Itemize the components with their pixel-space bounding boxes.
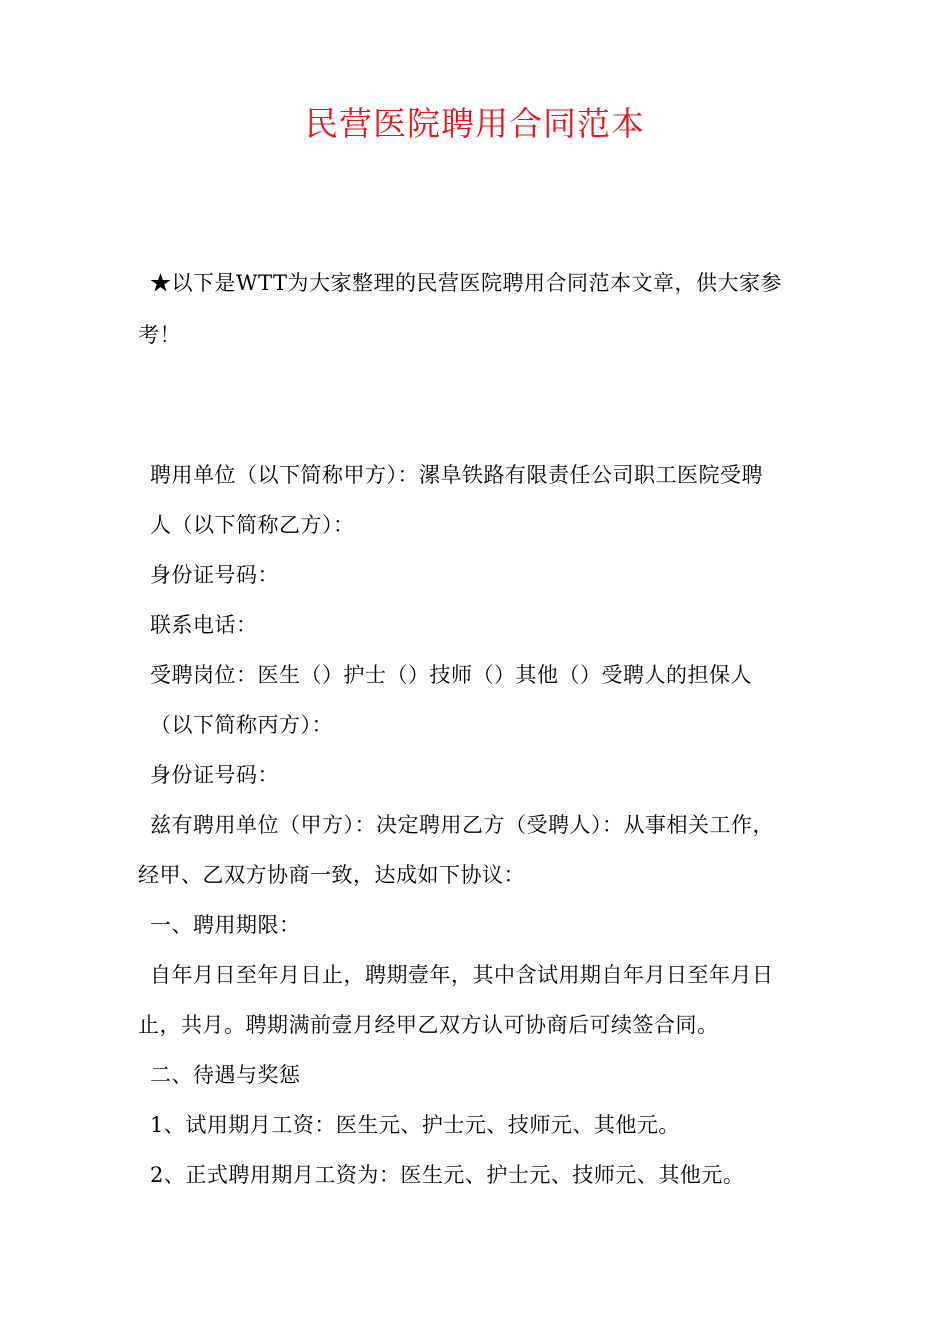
guarantor-id-line: 身份证号码： — [150, 763, 279, 787]
document-title: 民营医院聘用合同范本 — [305, 104, 645, 143]
section-heading-pay: 二、待遇与奖惩 — [150, 1063, 301, 1087]
pay-line-1: 1、试用期月工资：医生元、护士元、技师元、其他元。 — [150, 1113, 680, 1137]
agreement-line-2: 经甲、乙双方协商一致，达成如下协议： — [138, 863, 525, 887]
employee-line: 人（以下简称乙方）： — [150, 513, 355, 537]
phone-line: 联系电话： — [150, 613, 258, 637]
position-line: 受聘岗位：医生（）护士（）技师（）其他（）受聘人的担保人 — [150, 663, 752, 687]
employee-id-line: 身份证号码： — [150, 563, 279, 587]
section-heading-term: 一、聘用期限： — [150, 913, 301, 937]
pay-line-2: 2、正式聘用期月工资为：医生元、护士元、技师元、其他元。 — [150, 1163, 745, 1187]
term-line-1: 自年月日至年月日止，聘期壹年，其中含试用期自年月日至年月日 — [150, 963, 774, 987]
intro-line-2: 考！ — [138, 323, 181, 347]
term-line-2: 止，共月。聘期满前壹月经甲乙双方认可协商后可续签合同。 — [138, 1013, 719, 1037]
employer-line: 聘用单位（以下简称甲方）：漯阜铁路有限责任公司职工医院受聘 — [150, 463, 763, 487]
agreement-line-1: 兹有聘用单位（甲方）：决定聘用乙方（受聘人）：从事相关工作， — [150, 813, 774, 837]
intro-line-1: ★以下是WTT为大家整理的民营医院聘用合同范本文章，供大家参 — [150, 271, 782, 295]
guarantor-line: （以下简称丙方）： — [150, 713, 333, 737]
